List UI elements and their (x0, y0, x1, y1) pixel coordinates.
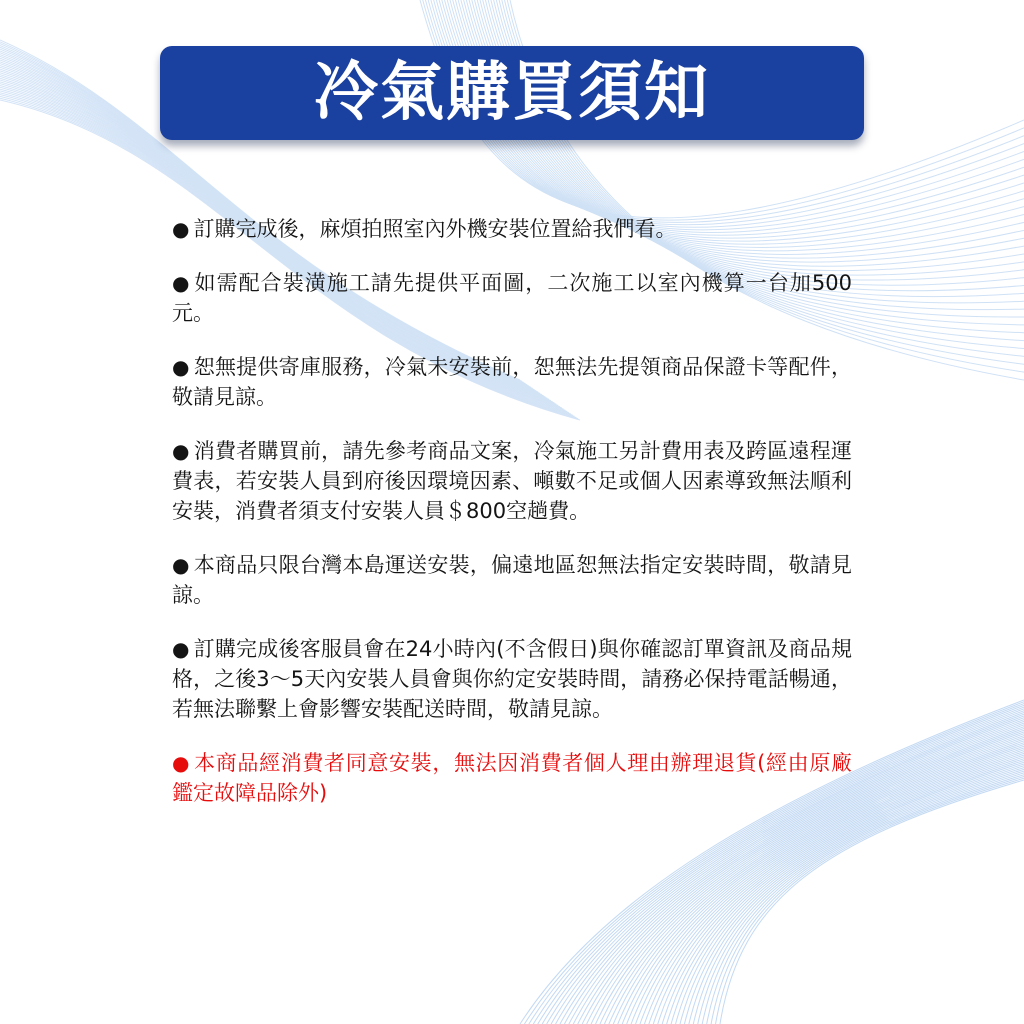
note-item-warning (172, 748, 852, 808)
bullet-icon: ● (172, 271, 191, 295)
title-banner (160, 46, 864, 140)
bullet-icon: ● (172, 637, 190, 661)
note-item (172, 214, 852, 244)
page-title: 冷氣購買須知 (314, 56, 710, 130)
note-text: 本商品經消費者同意安裝，無法因消費者個人理由辦理退貨(經由原廠鑑定故障品除外) (172, 751, 852, 805)
bullet-icon: ● (172, 217, 190, 241)
note-text: 本商品只限台灣本島運送安裝，偏遠地區恕無法指定安裝時間，敬請見諒。 (172, 553, 853, 607)
bullet-icon: ● (172, 439, 190, 463)
note-text: 消費者購買前，請先參考商品文案，冷氣施工另計費用表及跨區遠程運費表，若安裝人員到府後因環境因素、噸數不足或個人因素導致無法順利安裝，消費者須支付安裝人員＄800空趟費。 (172, 439, 853, 523)
note-text: 訂購完成後，麻煩拍照室內外機安裝位置給我們看。 (193, 217, 677, 241)
bullet-icon: ● (172, 751, 191, 775)
note-item (172, 352, 852, 412)
note-item (172, 436, 852, 526)
notes-list (172, 214, 852, 832)
bullet-icon: ● (172, 553, 190, 577)
bullet-icon: ● (172, 355, 190, 379)
note-text: 訂購完成後客服員會在24小時內(不含假日)與你確認訂單資訊及商品規格，之後3～5天內安裝人員會與你約定安裝時間，請務必保持電話暢通，若無法聯繫上會影響安裝配送時間，敬請見諒。 (172, 637, 852, 721)
note-item (172, 268, 852, 328)
note-item (172, 550, 852, 610)
note-text: 如需配合裝潢施工請先提供平面圖，二次施工以室內機算一台加500元。 (172, 271, 852, 325)
note-text: 恕無提供寄庫服務，冷氣未安裝前，恕無法先提領商品保證卡等配件，敬請見諒。 (172, 355, 853, 409)
note-item (172, 634, 852, 724)
